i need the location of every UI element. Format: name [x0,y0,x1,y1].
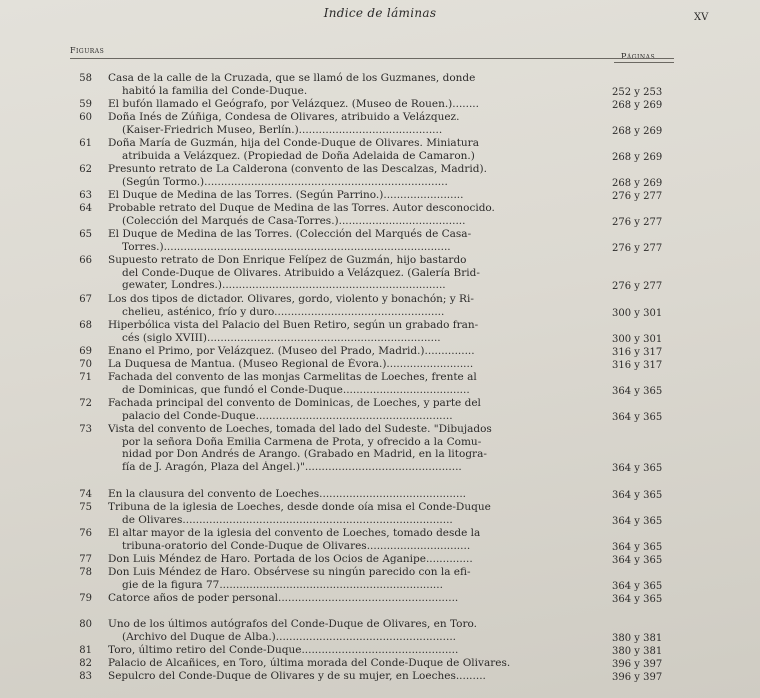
figure-number: 62 [79,164,92,175]
figure-pages: 364 y 365 [612,385,663,397]
figure-pages: 268 y 269 [612,177,663,189]
figure-caption-line: Los dos tipos de dictador. Olivares, gordo, violento y bonachón; y Ri- [108,293,474,305]
figure-number: 63 [79,190,92,201]
figure-caption-line: del Conde-Duque de Olivares. Atribuido a Velázquez. (Galería Brid- [122,266,480,279]
figure-pages: 300 y 301 [612,333,663,345]
figure-caption-line: cés (siglo XVIII)...................................................................... [122,331,441,344]
figure-caption-line: de Olivares................................................................................. [122,513,453,526]
figure-caption-line: Torres.)...................................................................................... [122,240,451,253]
figure-number: 67 [79,294,92,305]
figure-caption-line: de Dominicas, que fundó el Conde-Duque...................................... [122,383,470,396]
figure-number: 64 [79,203,92,214]
figure-caption-line: Enano el Primo, por Velázquez. (Museo del Prado, Madrid.)............... [108,345,475,357]
figure-caption-line: gie de la figura 77................................................................... [122,578,443,591]
figure-number: 74 [79,489,92,500]
figure-caption-line: chelieu, asténico, frío y duro................................................... [122,305,445,318]
figure-pages: 268 y 269 [612,151,663,163]
figure-pages: 396 y 397 [612,672,663,683]
figure-caption-line: por la señora Doña Emilia Carmena de Prota, y ofrecido a la Comu- [122,435,482,448]
figure-pages: 276 y 277 [612,242,663,254]
figure-number: 78 [79,567,92,578]
figure-caption-line: Doña Inés de Zúñiga, Condesa de Olivares, atribuido a Velázquez. [108,111,460,123]
figure-pages: 364 y 365 [612,580,663,592]
figure-number: 59 [79,99,92,110]
figure-pages: 364 y 365 [612,541,663,553]
figure-caption-line: Uno de los últimos autógrafos del Conde-Duque de Olivares, en Toro. [108,618,478,630]
figure-caption-line: Palacio de Alcañices, en Toro, última morada del Conde-Duque de Olivares. [108,657,511,669]
figure-number: 72 [79,398,92,409]
page-title: Indice de láminas [323,6,437,20]
figure-caption-line: Tribuna de la iglesia de Loeches, desde donde oía misa el Conde-Duque [108,501,491,513]
figure-pages: 300 y 301 [612,307,663,319]
figure-caption-line: Vista del convento de Loeches, tomada del lado del Sudeste. "Dibujados [108,423,492,435]
figure-caption-line: Hiperbólica vista del Palacio del Buen Retiro, según un grabado fran- [108,319,479,331]
figure-number: 79 [79,593,92,604]
figure-caption-line: Fachada principal del convento de Dominicas, de Loeches, y parte del [108,397,481,409]
figure-number: 70 [79,359,92,370]
figure-pages: 364 y 365 [612,411,663,423]
figure-number: 75 [79,502,92,513]
figure-pages: 316 y 317 [612,360,663,371]
page-number: XV [694,12,709,23]
figure-caption-line: (Archivo del Duque de Alba.)...................................................... [122,630,457,643]
figure-caption-line: atribuida a Velázquez. (Propiedad de Doña Adelaida de Camaron.) [122,149,475,162]
figure-caption-line: Casa de la calle de la Cruzada, que se llamó de los Guzmanes, donde [108,72,476,84]
figure-number: 77 [79,554,92,565]
figure-caption-line: tribuna-oratorio del Conde-Duque de Olivares............................... [122,539,471,552]
figure-pages: 380 y 381 [612,632,663,644]
figure-number: 66 [79,255,92,266]
figure-caption-line: gewater, Londres.)................................................................... [122,279,446,292]
figure-caption-line: En la clausura del convento de Loeches............................................ [108,488,467,500]
figure-caption-line: El Duque de Medina de las Torres. (Colección del Marqués de Casa- [108,228,472,240]
figure-pages: 268 y 269 [612,125,663,137]
figure-caption-line: Catorce años de poder personal...................................................... [108,592,459,604]
figure-caption-line: Don Luis Méndez de Haro. Portada de los Ocios de Aganipe.............. [108,553,473,565]
figure-caption-line: El bufón llamado el Geógrafo, por Velázquez. (Museo de Rouen.)........ [108,98,479,110]
figure-caption-line: Presunto retrato de La Calderona (convento de las Descalzas, Madrid). [108,163,487,175]
figure-caption-line: habitó la familia del Conde-Duque. [122,84,308,97]
figure-number: 65 [79,229,92,240]
figure-caption-line: Don Luis Méndez de Haro. Obsérvese su ningún parecido con la efi- [108,566,471,578]
figure-caption-line: Sepulcro del Conde-Duque de Olivares y de su mujer, en Loeches......... [108,670,486,682]
column-header-figures: Figuras [70,46,105,55]
figure-pages: 268 y 269 [612,100,663,111]
figure-caption-line: El Duque de Medina de las Torres. (Según Parrino.)........................ [108,189,464,201]
figure-caption-line: Supuesto retrato de Don Enrique Felípez de Guzmán, hijo bastardo [108,254,467,266]
figure-pages: 276 y 277 [612,216,663,228]
figure-caption-line: Toro, último retiro del Conde-Duque............................................... [108,644,459,656]
figure-number: 60 [79,112,92,123]
figure-pages: 364 y 365 [612,515,663,527]
figure-number: 73 [79,424,92,435]
figure-number: 80 [79,619,92,630]
figure-caption-line: (Colección del Marqués de Casa-Torres.)...................................... [122,214,466,227]
figure-number: 81 [79,645,92,656]
figure-pages: 364 y 365 [612,490,663,501]
figure-caption-line: La Duquesa de Mantua. (Museo Regional de Évora.).......................... [108,358,474,370]
figure-pages: 364 y 365 [612,462,663,474]
figure-number: 83 [79,671,92,682]
figure-caption-line: (Según Tormo.)......................................................................... [122,175,448,188]
figure-pages: 252 y 253 [612,86,663,98]
figure-pages: 364 y 365 [612,594,663,605]
figure-pages: 364 y 365 [612,555,663,566]
figure-number: 61 [79,138,92,149]
figure-number: 76 [79,528,92,539]
figure-number: 71 [79,372,92,383]
figure-caption-line: (Kaiser-Friedrich Museo, Berlín.)........................................... [122,123,443,136]
figure-caption-line: palacio del Conde-Duque........................................................... [122,409,453,422]
figure-pages: 276 y 277 [612,191,663,202]
figure-pages: 276 y 277 [612,281,663,293]
figure-pages: 380 y 381 [612,646,663,657]
figure-caption-line: Fachada del convento de las monjas Carmelitas de Loeches, frente al [108,371,477,383]
figure-number: 69 [79,346,92,357]
figure-number: 58 [79,73,92,84]
figure-caption-line: fía de J. Aragón, Plaza del Ángel.)"............................................... [122,460,462,473]
figure-caption-line: Doña María de Guzmán, hija del Conde-Duque de Olivares. Miniatura [108,137,479,149]
figure-number: 82 [79,658,92,669]
figure-pages: 316 y 317 [612,347,663,358]
figure-caption-line: nidad por Don Andrés de Arango. (Grabado en Madrid, en la litogra- [122,448,487,461]
figure-number: 68 [79,320,92,331]
column-header-pages: Páginas [621,52,656,61]
figure-caption-line: Probable retrato del Duque de Medina de las Torres. Autor desconocido. [108,202,495,214]
figure-pages: 396 y 397 [612,659,663,670]
figure-caption-line: El altar mayor de la iglesia del convento de Loeches, tomado desde la [108,527,481,539]
